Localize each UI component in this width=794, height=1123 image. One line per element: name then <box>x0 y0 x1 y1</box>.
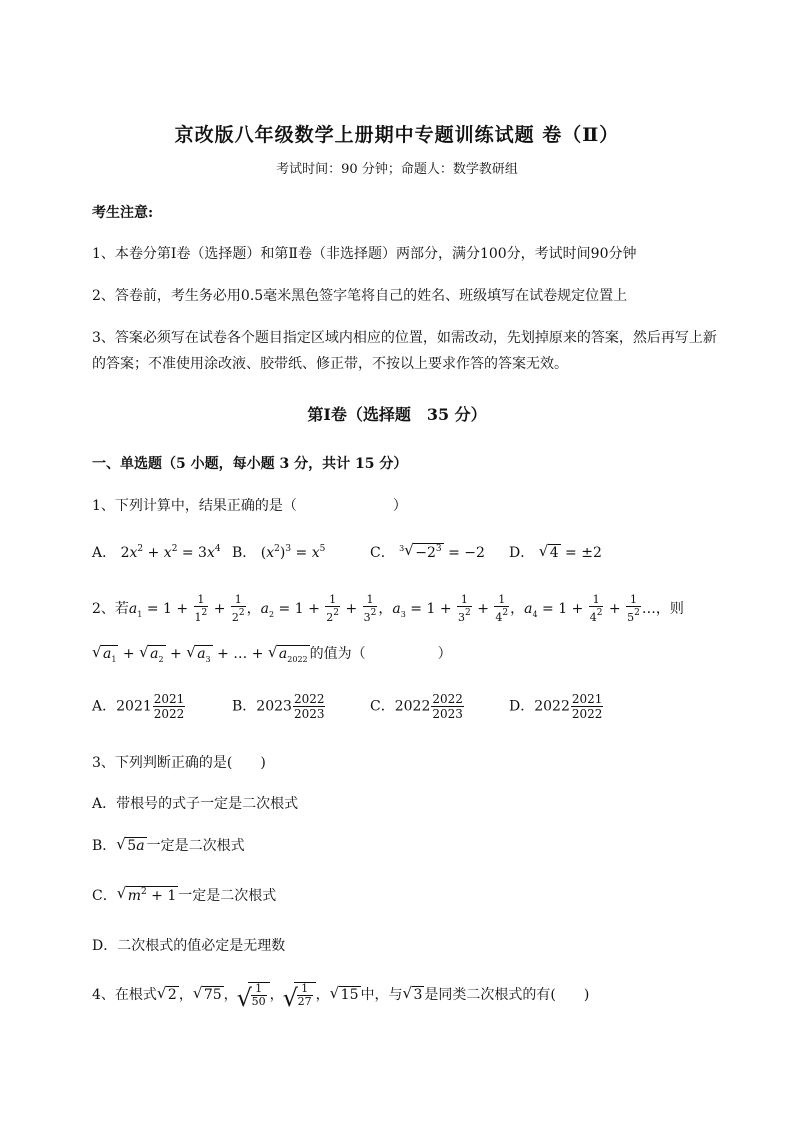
question-2-option-d <box>509 692 604 721</box>
math-expression: √ $m^2 + 1$ <box>117 888 179 904</box>
option-numerator: 2022 <box>293 692 325 706</box>
exam-info: 考试时间：90 分钟；命题人：数学教研组 <box>276 162 518 177</box>
question-1-option-a <box>92 542 221 562</box>
option-label: C． <box>370 545 395 561</box>
option-numerator: 2021 <box>571 692 603 706</box>
option-label: C． <box>370 698 395 715</box>
option-whole: 2022 <box>394 698 431 715</box>
option-whole: 2022 <box>534 698 570 715</box>
question-3-option-b <box>92 835 245 855</box>
option-numerator: 2022 <box>432 692 463 706</box>
question-3-option-d: D．二次根式的值必定是无理数 <box>92 938 286 954</box>
question-1-close: ） <box>392 498 407 514</box>
notice-item-2: 2、答卷前，考生务必用0.5毫米黑色签字笔将自己的姓名、班级填写在试卷规定位置上 <box>92 288 628 304</box>
question-2-stem <box>92 594 684 624</box>
math-expression: √ 2 ，√ 75 ， √ $\frac{1}{50}$ ， √ $\frac{1}{27}$ ，√ 15 <box>157 987 361 1003</box>
option-label: B． <box>92 838 117 854</box>
option-label: A． <box>92 545 117 561</box>
question-2-option-c <box>370 692 465 721</box>
option-label: B． <box>232 698 257 715</box>
question-2-prefix: 2、若 <box>92 601 129 617</box>
notice-heading: 考生注意: <box>92 205 154 221</box>
option-text: 一定是二次根式 <box>178 888 277 904</box>
part-title: 一、单选题（5 小题，每小题 3 分，共计 15 分） <box>92 456 408 472</box>
question-2-suffix: ，则 <box>655 601 684 617</box>
question-2-close: ） <box>437 646 452 662</box>
option-label: D． <box>509 545 535 561</box>
option-denominator: 2023 <box>293 707 325 721</box>
math-expression: $(x^2)^3 = x^5$ <box>260 544 326 561</box>
question-2-option-b <box>232 692 326 721</box>
question-3-option-a: A．带根号的式子一定是二次根式 <box>92 796 299 812</box>
section-title: 第Ⅰ卷（选择题 35 分） <box>307 405 487 424</box>
notice-item-1: 1、本卷分第Ⅰ卷（选择题）和第Ⅱ卷（非选择题）两部分，满分100分，考试时间90分钟 <box>92 246 637 262</box>
option-denominator: 2023 <box>432 707 463 721</box>
question-4-suffix: 是同类二次根式的有( ) <box>424 987 590 1003</box>
option-text: 一定是二次根式 <box>146 838 245 854</box>
option-numerator: 2021 <box>153 692 185 706</box>
math-expression: √ 3 <box>403 987 425 1003</box>
math-expression: √ 4 = ±2 <box>539 545 602 561</box>
option-label: D． <box>509 698 535 715</box>
question-2-line-2 <box>92 643 452 664</box>
question-1-option-c <box>370 542 485 562</box>
math-expression: √ $a_1$ + √ $a_2$ + √ $a_3$ + … + √ $a_{2022}$ <box>92 646 310 662</box>
question-1-option-d <box>509 542 602 562</box>
option-whole: 2021 <box>116 698 152 715</box>
option-denominator: 2022 <box>153 707 185 721</box>
question-4-stem <box>92 982 589 1008</box>
question-4-mid: 中，与 <box>360 987 403 1003</box>
question-1-stem <box>92 495 407 515</box>
notice-item-3: 3、答案必须写在试卷各个题目指定区域内相应的位置，如需改动，先划掉原来的答案，然后再写上新 <box>92 330 717 346</box>
question-3-option-c <box>92 885 276 905</box>
question-1-option-b <box>232 542 325 562</box>
option-whole: 2023 <box>256 698 292 715</box>
math-expression: $a_1 = 1$ + $\frac{1}{1^2}$ + $\frac{1}{2^2}$ ，$a_2 = 1$ + $\frac{1}{2^2}$ + $\frac{1}{3^2}$ ，$a_3 = 1$ + $\frac{1}{3^2}$ + $\frac{1}{4^2}$ ，$a_4 = 1$ + $\frac{1}{4^2}$ + $\frac{1}{5^2}$ … <box>128 593 656 624</box>
question-4-prefix: 4、在根式 <box>92 987 157 1003</box>
notice-item-3-cont: 的答案；不准使用涂改液、胶带纸、修正带，不按以上要求作答的答案无效。 <box>92 356 568 372</box>
option-label: C． <box>92 888 117 904</box>
question-2-option-a <box>92 692 186 721</box>
option-label: A． <box>92 698 117 715</box>
page-title: 京改版八年级数学上册期中专题训练试题 卷（Ⅱ） <box>174 124 620 146</box>
question-3-stem: 3、下列判断正确的是( ) <box>92 755 266 771</box>
math-expression: √ 5a <box>116 838 146 854</box>
math-expression: $^3√ -2^3 = -2$ <box>399 545 485 561</box>
math-expression: $2x^2 + x^2 = 3x^4$ <box>120 544 221 561</box>
option-denominator: 2022 <box>571 707 603 721</box>
question-2-ask: 的值为（ <box>309 646 366 662</box>
option-label: B． <box>232 545 257 561</box>
question-1-text: 1、下列计算中，结果正确的是（ <box>92 498 297 514</box>
